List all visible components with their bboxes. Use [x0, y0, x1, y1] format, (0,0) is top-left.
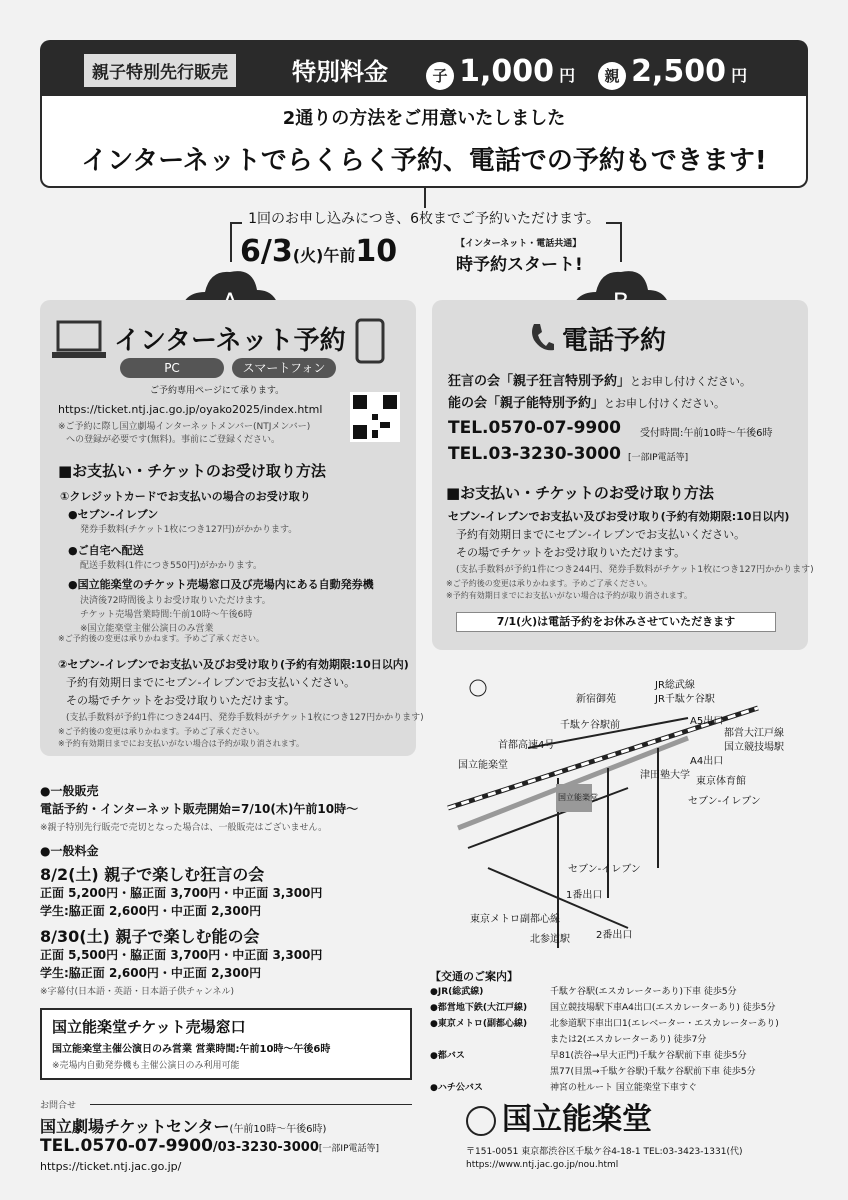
map-label: A4出口	[690, 756, 724, 767]
a-c1c1: 決済後72時間後よりお受け取りいただけます。	[80, 596, 271, 606]
access-route: または2(エスカレーターあり) 徒歩7分	[550, 1035, 707, 1045]
child-mark: 子	[426, 62, 454, 90]
access-route: 早81(渋谷→早大正門)千駄ケ谷駅前下車 徒歩5分	[550, 1051, 747, 1061]
map-label: 国立能楽堂	[458, 760, 508, 771]
a-c2b: その場でチケットをお受け取りいただけます。	[66, 694, 296, 707]
window-title: 国立能楽堂チケット売場窓口	[52, 1018, 246, 1036]
connector	[230, 222, 232, 262]
map-label: 北参道駅	[530, 934, 570, 945]
access-mode	[430, 1064, 550, 1080]
gen-e1a: 正面 5,200円・脇正面 3,700円・中正面 3,300円	[40, 886, 323, 900]
map-label: 国立能楽堂	[558, 793, 598, 802]
a-c1b: ●ご自宅へ配送	[68, 544, 144, 557]
gen-e2: 8/30(土) 親子で楽しむ能の会	[40, 927, 260, 946]
a-c1a1: 発券手数料(チケット1枚につき127円)がかかります。	[80, 525, 298, 535]
laptop-icon	[50, 320, 108, 362]
gen-t1: ●一般販売	[40, 784, 99, 798]
a-c1c3: ※国立能楽堂主催公演日のみ営業	[80, 624, 214, 634]
access-title: 【交通のご案内】	[430, 970, 518, 983]
b-p1: セブン-イレブンでお支払い及びお受け取り(予約有効期限:10日以内)	[448, 510, 790, 523]
gen-t1n: ※親子特別先行販売で売切となった場合は、一般販売はございません。	[40, 823, 328, 833]
a-c1b1: 配送手数料(1件につき550円)がかかります。	[80, 561, 263, 571]
gen-sub: ※字幕付(日本語・英語・日本語子供チャンネル)	[40, 987, 235, 997]
b-l1: 狂言の会「親子狂言特別予約」とお申し付けください。	[448, 374, 752, 389]
b-pay-title: ■お支払い・チケットのお受け取り方法	[446, 484, 714, 502]
contact-tel[interactable]: TEL.0570-07-9900/03-3230-3000[一部IP電話等]	[40, 1136, 380, 1156]
a-c2a: 予約有効期日までにセブン-イレブンでお支払いください。	[66, 676, 356, 689]
phone-icon	[528, 322, 554, 354]
footer-logo: 国立能楽堂	[466, 1094, 652, 1138]
yen: 円	[731, 66, 748, 85]
limit-text: 1回のお申し込みにつき、6枚までご予約いただけます。	[0, 208, 848, 228]
logo-icon	[466, 1106, 496, 1136]
access-route: 神宮の杜ルート 国立能楽堂下車すぐ	[550, 1083, 697, 1093]
b-l2: 能の会「親子能特別予約」とお申し付けください。	[448, 396, 726, 411]
a-c1c2: チケット売場営業時間:午前10時〜午後6時	[80, 610, 253, 620]
access-mode: ●JR(総武線)	[430, 987, 484, 997]
footer-addr: 〒151-0051 東京都渋谷区千駄ケ谷4-18-1 TEL:03-3423-1331(代)	[466, 1147, 743, 1157]
window-a: 国立能楽堂主催公演日のみ営業 営業時間:午前10時〜午後6時	[52, 1044, 331, 1055]
start-text: 時予約スタート!	[456, 255, 583, 275]
b-tel1[interactable]: TEL.0570-07-9900	[448, 418, 621, 438]
a-note3: への登録が必要です(無料)。事前にご登録ください。	[66, 435, 281, 445]
sp-pill: スマートフォン	[232, 358, 336, 378]
header-main: インターネットでらくらく予約、電話での予約もできます!	[81, 146, 767, 176]
a-note1: ご予約専用ページにて承ります。	[150, 386, 285, 396]
b-p2: 予約有効期日までにセブン-イレブンでお支払いください。	[456, 528, 746, 541]
b-closed: 7/1(火)は電話予約をお休みさせていただきます	[456, 612, 776, 632]
b-ip: [一部IP電話等]	[628, 453, 689, 463]
presale-tag: 親子特別先行販売	[84, 54, 236, 87]
divider	[90, 1104, 412, 1105]
gen-e2a: 正面 5,500円・脇正面 3,700円・中正面 3,300円	[40, 948, 323, 962]
pc-pill: PC	[120, 358, 224, 378]
access-row	[430, 1032, 808, 1048]
access-route: 北参道駅下車出口1(エレベーター・エスカレーターあり)	[550, 1019, 779, 1029]
access-mode: ●ハチ公バス	[430, 1083, 483, 1093]
access-mode: ●東京メトロ(副都心線)	[430, 1019, 528, 1029]
a-c2: ②セブン-イレブンでお支払い及びお受け取り(予約有効期限:10日以内)	[58, 658, 409, 671]
parent-price-value: 2,500	[631, 54, 726, 89]
map-label: 1番出口	[566, 890, 603, 901]
map-label: 千駄ケ谷駅前	[560, 720, 620, 731]
map-label: 東京メトロ副都心線	[470, 914, 560, 925]
a-c2n2: ※予約有効期日までにお支払いがない場合は予約が取り消されます。	[58, 739, 305, 748]
gen-e1: 8/2(土) 親子で楽しむ狂言の会	[40, 865, 265, 884]
gen-t1a: 電話予約・インターネット販売開始=7/10(木)午前10時〜	[40, 802, 359, 816]
header-sub: 2通りの方法をご用意いたしました	[282, 108, 566, 129]
b-p3: その場でチケットをお受け取りいただけます。	[456, 546, 686, 559]
b-p4: (支払手数料が予約1件につき244円、発券手数料がチケット1枚につき127円かかります)	[456, 565, 814, 575]
contact-label: お問合せ	[40, 1101, 77, 1111]
gen-t2: ●一般料金	[40, 844, 99, 858]
b-n2: ※予約有効期日までにお支払いがない場合は予約が取り消されます。	[446, 591, 693, 600]
phone-title: 電話予約	[562, 326, 667, 356]
smartphone-icon	[355, 318, 385, 364]
access-row	[430, 1064, 808, 1080]
a-c1c: ●国立能楽堂のチケット売場窓口及び売場内にある自動発券機	[68, 578, 374, 591]
map-label: セブン-イレブン	[688, 796, 761, 807]
internet-title: インターネット予約	[114, 326, 346, 356]
connector	[620, 222, 622, 262]
connector	[424, 188, 426, 208]
access-mode: ●都バス	[430, 1051, 465, 1061]
access-row	[430, 984, 808, 1000]
a-c2n1: ※ご予約後の変更は承りかねます。予めご了承ください。	[58, 727, 265, 736]
map-label: JR千駄ケ谷駅	[655, 694, 715, 705]
contact-name: 国立劇場チケットセンター(午前10時〜午後6時)	[40, 1117, 327, 1136]
special-price-label: 特別料金	[292, 58, 388, 86]
child-price	[426, 54, 575, 90]
access-row	[430, 1000, 808, 1016]
access-list	[430, 984, 808, 1096]
reservation-url[interactable]: https://ticket.ntj.jac.go.jp/oyako2025/index.html	[58, 403, 323, 416]
access-route: 千駄ケ谷駅(エスカレーターあり)下車 徒歩5分	[550, 987, 737, 997]
b-hours: 受付時間:午前10時〜午後6時	[640, 428, 773, 439]
child-price-value: 1,000	[459, 54, 554, 89]
map-label: 2番出口	[596, 930, 633, 941]
access-row	[430, 1048, 808, 1064]
gen-e2b: 学生:脇正面 2,600円・中正面 2,300円	[40, 966, 262, 980]
qr-code[interactable]	[350, 392, 400, 442]
access-row	[430, 1016, 808, 1032]
gen-e1b: 学生:脇正面 2,600円・中正面 2,300円	[40, 904, 262, 918]
a-c1a: ●セブン-イレブン	[68, 508, 159, 521]
map-label: 津田塾大学	[640, 770, 690, 781]
a-pay-title: ■お支払い・チケットのお受け取り方法	[58, 462, 326, 480]
b-tel2[interactable]: TEL.03-3230-3000	[448, 444, 621, 464]
a-c1n: ※ご予約後の変更は承りかねます。予めご了承ください。	[58, 634, 265, 643]
map-label: 首都高速4号	[498, 740, 555, 751]
map-label: A5出口	[690, 716, 724, 727]
map-label: 東京体育館	[696, 776, 746, 787]
window-n: ※売場内自動発券機も主催公演日のみ利用可能	[52, 1061, 240, 1071]
map-label: 都営大江戸線	[724, 728, 784, 739]
yen: 円	[559, 66, 576, 85]
a-note2: ※ご予約に際し国立劇場インターネットメンバー(NTJメンバー)	[58, 422, 311, 432]
access-route: 国立競技場駅下車A4出口(エスカレーターあり) 徒歩5分	[550, 1003, 776, 1013]
access-route: 黒77(目黒→千駄ケ谷駅)千駄ケ谷駅前下車 徒歩5分	[550, 1067, 756, 1077]
contact-url[interactable]: https://ticket.ntj.jac.go.jp/	[40, 1160, 182, 1173]
map-label: JR総武線	[655, 680, 695, 691]
access-mode: ●都営地下鉄(大江戸線)	[430, 1003, 528, 1013]
map-label: 国立競技場駅	[724, 742, 784, 753]
footer-url[interactable]: https://www.ntj.jac.go.jp/nou.html	[466, 1160, 619, 1170]
map-label: セブン-イレブン	[568, 864, 641, 875]
start-common: 【インターネット・電話共通】	[456, 239, 582, 249]
map-label: 新宿御苑	[576, 694, 616, 705]
access-mode	[430, 1032, 550, 1048]
a-c2c: (支払手数料が予約1件につき244円、発券手数料がチケット1枚につき127円かかります)	[66, 713, 424, 723]
a-c1: ①クレジットカードでお支払いの場合のお受け取り	[60, 490, 311, 503]
b-n1: ※ご予約後の変更は承りかねます。予めご了承ください。	[446, 579, 653, 588]
parent-price	[598, 54, 747, 90]
start-date: 6/3(火)午前10	[240, 234, 398, 269]
parent-mark: 親	[598, 62, 626, 90]
